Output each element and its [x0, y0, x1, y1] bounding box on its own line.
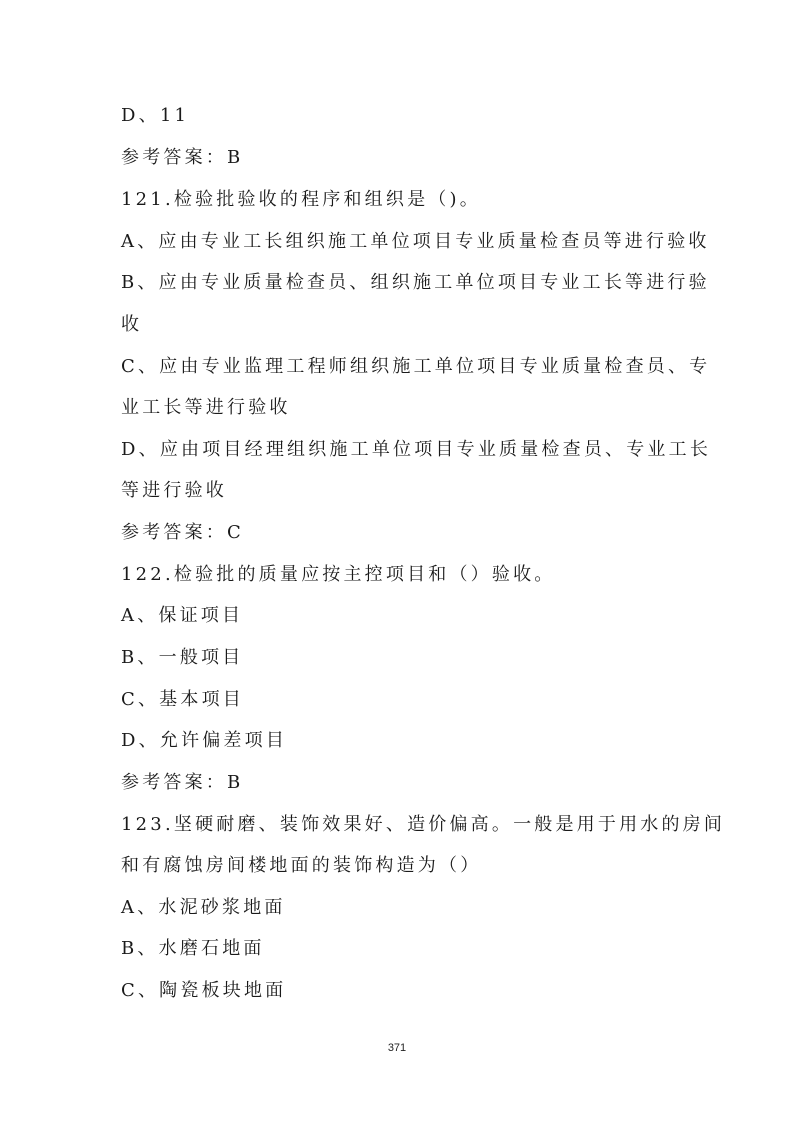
question-121: 121.检验批验收的程序和组织是（)。 [121, 189, 481, 210]
question-123-cont: 和有腐蚀房间楼地面的装饰构造为（） [121, 855, 482, 876]
q122-option-a: A、保证项目 [121, 605, 244, 626]
page-number: 371 [387, 1042, 407, 1054]
q123-option-b: B、水磨石地面 [121, 938, 265, 959]
q121-option-c: C、应由专业监理工程师组织施工单位项目专业质量检查员、专 [121, 356, 711, 377]
answer-122: 参考答案：B [121, 772, 244, 793]
option-d-prev: D、11 [121, 105, 190, 126]
q122-option-b: B、一般项目 [121, 647, 244, 668]
q121-option-c-cont: 业工长等进行验收 [121, 397, 291, 418]
answer-120: 参考答案：B [121, 147, 244, 168]
q122-option-c: C、基本项目 [121, 689, 244, 710]
question-123: 123.坚硬耐磨、装饰效果好、造价偏高。一般是用于用水的房间 [121, 814, 726, 835]
q123-option-a: A、水泥砂浆地面 [121, 897, 286, 918]
q121-option-b: B、应由专业质量检查员、组织施工单位项目专业工长等进行验 [121, 272, 710, 293]
answer-121: 参考答案：C [121, 522, 244, 543]
q121-option-a: A、应由专业工长组织施工单位项目专业质量检查员等进行验收 [121, 231, 710, 252]
q121-option-d-cont: 等进行验收 [121, 480, 227, 501]
q123-option-c: C、陶瓷板块地面 [121, 980, 287, 1001]
q122-option-d: D、允许偏差项目 [121, 730, 288, 751]
q121-option-d: D、应由项目经理组织施工单位项目专业质量检查员、专业工长 [121, 439, 712, 460]
q121-option-b-cont: 收 [121, 314, 143, 335]
question-122: 122.检验批的质量应按主控项目和（）验收。 [121, 564, 556, 585]
